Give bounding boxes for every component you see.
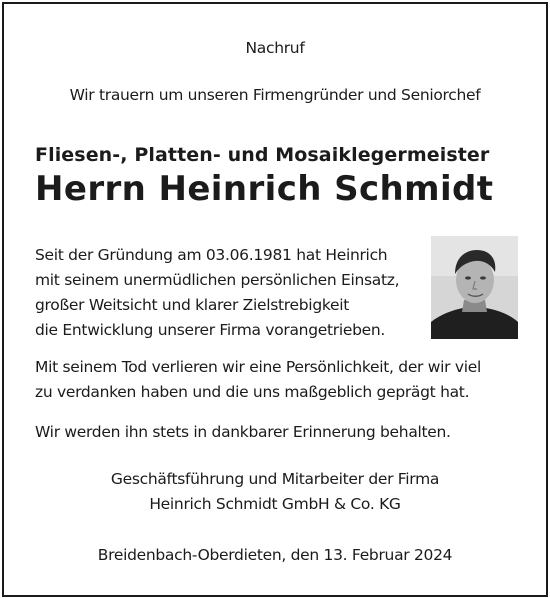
obituary-notice (2, 2, 548, 597)
tribute-line: mit seinem unermüdlichen persönlichen Einsatz, (35, 271, 400, 289)
memory-line: Wir werden ihn stets in dankbarer Erinnerung behalten. (35, 423, 451, 441)
loss-line: Mit seinem Tod verlieren wir eine Persönlichkeit, der wir viel (35, 358, 481, 376)
tribute-line: großer Weitsicht und klarer Zielstrebigkeit (35, 296, 350, 314)
signature-line: Geschäftsführung und Mitarbeiter der Firma (110, 470, 440, 488)
intro-line: Wir trauern um unseren Firmengründer und Seniorchef (69, 86, 481, 104)
tribute-line: Seit der Gründung am 03.06.1981 hat Heinrich (35, 246, 388, 264)
place-date: Breidenbach-Oberdieten, den 13. Februar 2024 (97, 546, 453, 564)
tribute-line: die Entwicklung unserer Firma vorangetrieben. (35, 321, 385, 339)
portrait-photo-icon (431, 236, 518, 339)
company-name: Heinrich Schmidt GmbH & Co. KG (149, 495, 401, 513)
deceased-name: Herrn Heinrich Schmidt (35, 169, 494, 209)
notice-header: Nachruf (245, 39, 305, 57)
trade-title: Fliesen-, Platten- und Mosaiklegermeister (35, 144, 490, 166)
loss-line: zu verdanken haben und die uns maßgeblich geprägt hat. (35, 383, 470, 401)
